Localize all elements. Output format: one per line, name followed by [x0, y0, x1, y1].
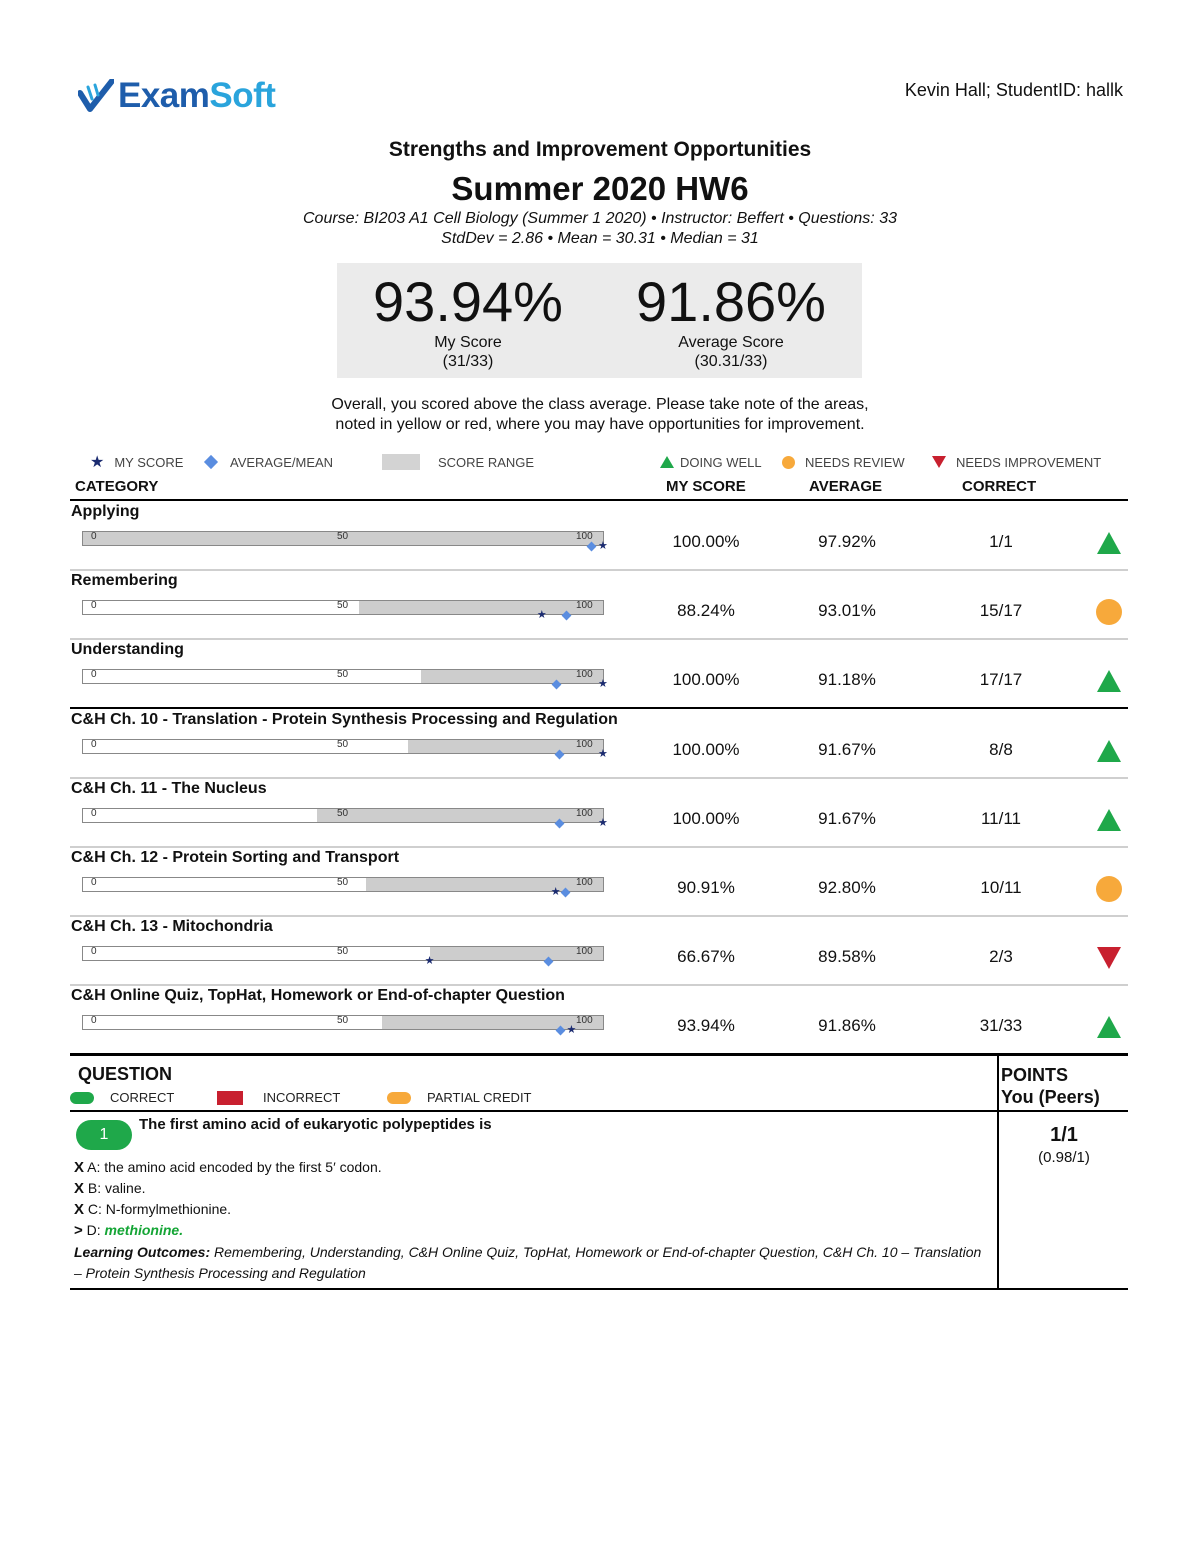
checkmark-logo-icon	[78, 79, 114, 113]
axis-tick-label: 50	[337, 807, 349, 819]
my-score-fraction: (31/33)	[442, 353, 494, 370]
range-swatch	[382, 454, 420, 470]
average-score-block	[600, 271, 862, 371]
my-score-value: 100.00%	[672, 670, 740, 690]
incorrect-x-icon: X	[74, 1201, 85, 1218]
axis-tick-label: 100	[576, 946, 593, 958]
score-bar	[82, 531, 608, 552]
triangle-down-icon	[932, 456, 946, 468]
triangle-up-icon	[1096, 668, 1122, 694]
axis-tick-label: 0	[91, 600, 97, 612]
axis-tick-label: 100	[576, 600, 593, 612]
axis-tick-label: 100	[576, 531, 593, 542]
header-rule	[70, 499, 1128, 501]
average-value: 92.80%	[818, 878, 876, 897]
axis-tick-label: 0	[91, 807, 97, 819]
correct-count: 11/11	[980, 808, 1022, 828]
my-score-block	[337, 271, 599, 371]
triangle-up-icon	[660, 456, 674, 468]
correct-pill-icon	[70, 1092, 94, 1104]
question-number-badge: 1	[76, 1120, 132, 1150]
axis-tick-label: 50	[337, 531, 349, 542]
category-name: C&H Ch. 12 - Protein Sorting and Transport	[71, 849, 400, 866]
answer-option-d: > D: methionine.	[74, 1222, 184, 1239]
triangle-up-icon	[1096, 530, 1122, 556]
correct-count: 8/8	[989, 739, 1013, 759]
my-score-percent: 93.94%	[373, 270, 563, 333]
circle-icon	[1096, 599, 1122, 625]
statistics-info: StdDev = 2.86 • Mean = 30.31 • Median = 31	[441, 230, 759, 247]
points-header: POINTS You (Peers)	[1001, 1065, 1100, 1107]
score-bar	[82, 738, 608, 760]
category-name: C&H Ch. 11 - The Nucleus	[71, 779, 267, 797]
average-value: 93.01%	[818, 601, 876, 621]
correct-count: 31/33	[979, 1016, 1023, 1036]
axis-tick-label: 0	[91, 669, 97, 681]
my-score-value: 66.67%	[677, 947, 735, 967]
report-title: Summer 2020 HW6	[451, 170, 749, 207]
category-name: C&H Online Quiz, TopHat, Homework or End-of-chapter Question	[71, 987, 565, 1005]
examsoft-logo	[78, 76, 275, 116]
axis-tick-label: 0	[91, 531, 97, 542]
my-score-marker: ★	[550, 886, 561, 898]
row-divider	[70, 707, 1128, 709]
axis-tick-label: 50	[337, 946, 349, 958]
partial-pill-icon	[387, 1092, 411, 1104]
category-name: Remembering	[71, 572, 178, 590]
average-score-percent: 91.86%	[636, 270, 826, 333]
axis-tick-label: 0	[91, 1015, 97, 1027]
legend-my-score: ★ MY SCORE	[90, 454, 184, 471]
incorrect-swatch-icon	[217, 1091, 243, 1105]
question-top-rule	[70, 1053, 1128, 1056]
axis-tick-label: 0	[91, 877, 97, 888]
legend-needs-improvement: NEEDS IMPROVEMENT	[932, 452, 1101, 472]
category-name: C&H Ch. 10 - Translation - Protein Synthesis Processing and Regulation	[71, 710, 618, 728]
score-bar	[82, 877, 604, 898]
axis-tick-label: 50	[337, 1015, 349, 1027]
my-score-value: 90.91%	[677, 878, 735, 897]
row-divider	[70, 569, 1128, 571]
legend-partial-credit: PARTIAL CREDIT	[387, 1090, 532, 1105]
score-bar	[82, 1015, 604, 1037]
correct-count: 17/17	[979, 670, 1023, 690]
answer-option-c: X C: N-formylmethionine.	[74, 1201, 232, 1218]
category-name: C&H Ch. 13 - Mitochondria	[71, 918, 273, 936]
legend-needs-review: NEEDS REVIEW	[782, 452, 905, 472]
axis-tick-label: 100	[576, 669, 593, 681]
correct-count: 10/11	[980, 878, 1022, 897]
category-name: Applying	[71, 503, 140, 520]
my-score-value: 93.94%	[677, 1016, 735, 1036]
triangle-up-icon	[1096, 738, 1122, 764]
column-correct: CORRECT	[962, 478, 1037, 495]
category-name: Understanding	[71, 641, 184, 659]
axis-tick-label: 100	[576, 877, 593, 888]
my-score-marker: ★	[424, 955, 435, 968]
points-divider	[997, 1056, 999, 1289]
overall-message: Overall, you scored above the class average. Please take note of the areas, noted in yellow or red, where you may have opportunities for improvement.	[331, 396, 869, 433]
my-score-marker: ★	[598, 540, 608, 552]
score-bar	[82, 946, 604, 968]
my-score-value: 88.24%	[677, 601, 735, 621]
score-range-fill	[408, 740, 603, 753]
average-score-label: Average Score	[678, 334, 784, 351]
incorrect-x-icon: X	[74, 1180, 85, 1197]
average-value: 89.58%	[818, 947, 876, 967]
row-divider	[70, 638, 1128, 640]
points-earned: 1/1	[1050, 1124, 1078, 1146]
correct-count: 15/17	[979, 601, 1023, 621]
logo-wordmark: ExamSoft	[118, 76, 276, 115]
axis-tick-label: 0	[91, 946, 97, 958]
average-value: 97.92%	[818, 532, 876, 551]
legend-incorrect: INCORRECT	[217, 1090, 340, 1105]
axis-tick-label: 50	[337, 877, 349, 888]
my-score-marker: ★	[536, 609, 547, 622]
my-score-marker: ★	[598, 816, 608, 829]
axis-tick-label: 50	[337, 600, 349, 612]
answer-option-a: X A: the amino acid encoded by the first 5′ codon.	[74, 1159, 382, 1176]
diamond-icon	[204, 455, 218, 469]
answer-option-b: X B: valine.	[74, 1180, 146, 1197]
column-my-score: MY SCORE	[666, 478, 746, 495]
triangle-up-icon	[1096, 1014, 1122, 1040]
my-score-marker: ★	[598, 747, 608, 760]
average-score-fraction: (30.31/33)	[694, 353, 768, 370]
row-divider	[70, 984, 1128, 986]
incorrect-x-icon: X	[74, 1159, 85, 1176]
axis-tick-label: 50	[337, 669, 349, 681]
selected-arrow-icon: >	[74, 1222, 83, 1239]
axis-tick-label: 50	[337, 738, 349, 750]
circle-icon	[1096, 876, 1122, 902]
triangle-up-icon	[1096, 807, 1122, 833]
score-bar	[82, 600, 604, 622]
circle-icon	[782, 456, 795, 469]
average-value: 91.67%	[818, 739, 876, 759]
correct-count: 2/3	[989, 947, 1013, 967]
row-divider	[70, 915, 1128, 917]
column-category: CATEGORY	[75, 478, 159, 495]
report-subtitle: Strengths and Improvement Opportunities	[388, 138, 812, 161]
legend-correct: CORRECT	[70, 1090, 174, 1105]
legend-doing-well: DOING WELL	[660, 452, 762, 472]
my-score-marker: ★	[598, 678, 608, 691]
average-value: 91.18%	[818, 670, 876, 690]
average-value: 91.86%	[818, 1016, 876, 1036]
points-peers: (0.98/1)	[1038, 1149, 1090, 1166]
score-bar	[82, 669, 608, 691]
average-value: 91.67%	[818, 808, 876, 828]
score-summary	[337, 263, 862, 378]
row-divider	[70, 777, 1128, 779]
course-info: Course: BI203 A1 Cell Biology (Summer 1 2020) • Instructor: Beffert • Questions: 33	[303, 210, 897, 227]
my-score-label: My Score	[434, 334, 502, 351]
my-score-value: 100.00%	[672, 532, 740, 551]
question-header-rule	[70, 1110, 1128, 1112]
row-divider	[70, 846, 1128, 848]
correct-count: 1/1	[989, 532, 1013, 551]
question-header: QUESTION	[78, 1064, 173, 1084]
question-text: The first amino acid of eukaryotic polypeptides is	[139, 1116, 492, 1133]
legend-average: AVERAGE/MEAN	[206, 452, 333, 472]
axis-tick-label: 100	[576, 807, 593, 819]
student-id: Kevin Hall; StudentID: hallk	[904, 80, 1123, 100]
my-score-value: 100.00%	[672, 739, 740, 759]
axis-tick-label: 100	[576, 738, 593, 750]
column-average: AVERAGE	[809, 478, 883, 495]
axis-tick-label: 0	[91, 738, 97, 750]
star-icon: ★	[90, 454, 105, 471]
axis-tick-label: 100	[576, 1015, 593, 1027]
legend-score-range: SCORE RANGE	[382, 452, 534, 472]
learning-outcomes: Learning Outcomes: Remembering, Understanding, C&H Online Quiz, TopHat, Homework or End-of-chapter Question, C&H Ch. 10 – Translation – Protein Synthesis Processing and Regulation	[74, 1244, 982, 1281]
my-score-marker: ★	[566, 1024, 577, 1037]
triangle-down-icon	[1096, 945, 1122, 971]
score-bar	[82, 807, 608, 829]
question-bottom-rule	[70, 1288, 1128, 1290]
my-score-value: 100.00%	[672, 808, 740, 828]
